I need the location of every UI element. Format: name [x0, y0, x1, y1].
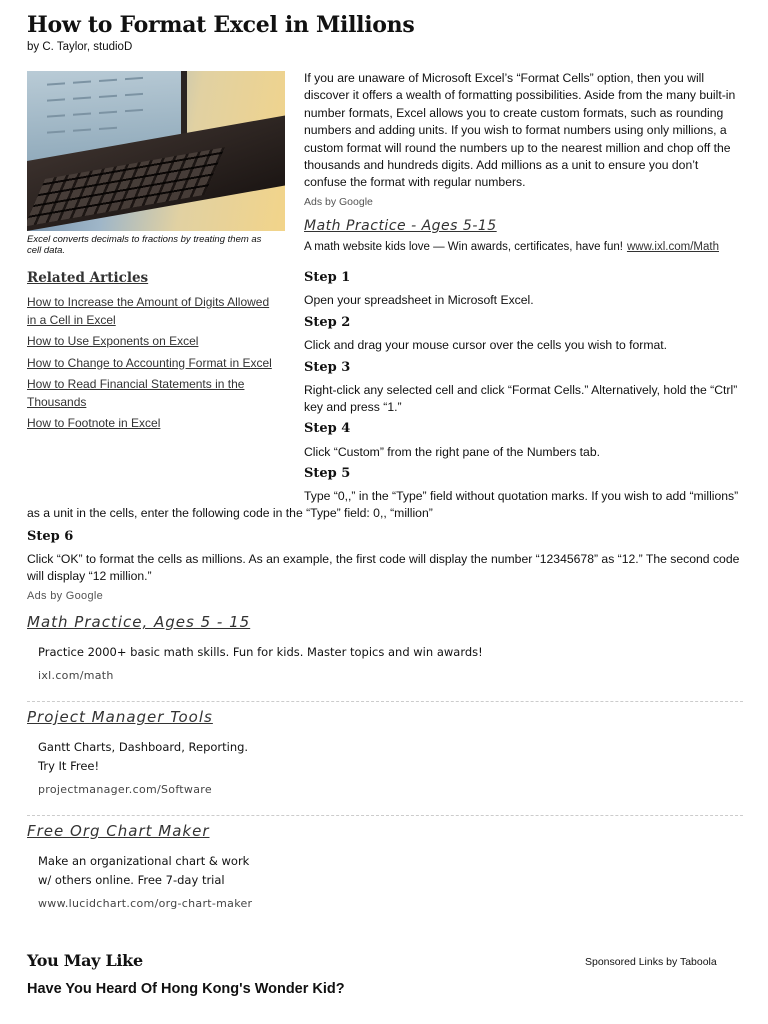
ad-divider [27, 701, 743, 702]
related-article-item [27, 415, 277, 433]
top-ad-title-link[interactable]: Math Practice - Ages 5-15 [304, 218, 497, 234]
ad-description-math [38, 643, 743, 662]
article-intro: If you are unaware of Microsoft Excel’s “Format Cells” option, then you will discover it offers a wealth of formatting possibilities. Aside from the many built-in number formats, Excel allows you to create custom formats, such as rounding numbers and adding units. If you wish to format numbers using only millions, a custom format will round the numbers up to the nearest million and chop off the thousands and hundreds digits. Add millions as a unit to ensure you don’t confuse the format with regular numbers. [304, 71, 736, 190]
step-3-text: Right-click any selected cell and click “Format Cells.” Alternatively, hold the “Ctrl” key and press “1.” [304, 383, 738, 414]
step-1-heading: Step 1 [304, 270, 351, 285]
related-article-item [27, 333, 277, 351]
step-4-heading: Step 4 [304, 421, 351, 436]
related-article-link-exponents[interactable]: How to Use Exponents on Excel [27, 334, 199, 348]
article-byline: by C. Taylor, studioD [27, 41, 133, 53]
ad-url-math[interactable]: ixl.com/math [38, 669, 114, 682]
ad-title-link-org-chart[interactable]: Free Org Chart Maker [27, 822, 210, 840]
related-article-link-financial[interactable]: How to Read Financial Statements in the Thousands [27, 377, 245, 409]
ad-url-org-chart[interactable]: www.lucidchart.com/org-chart-maker [38, 897, 253, 910]
image-caption: Excel converts decimals to fractions by treating them as cell data. [27, 234, 262, 256]
ad-description-project-manager [38, 738, 743, 776]
related-article-link-digits[interactable]: How to Increase the Amount of Digits Allowed in a Cell in Excel [27, 295, 270, 327]
step-6-heading: Step 6 [27, 529, 74, 544]
step-2-heading: Step 2 [304, 315, 351, 330]
ad-title-link-math[interactable]: Math Practice, Ages 5 - 15 [27, 613, 251, 631]
taboola-sponsored-link[interactable]: Sponsored Links by Taboola [585, 956, 717, 968]
ad-block-math [27, 613, 743, 682]
article-title: How to Format Excel in Millions [27, 12, 415, 38]
ad-url-project-manager[interactable]: projectmanager.com/Software [38, 783, 212, 796]
step-3-heading: Step 3 [304, 360, 351, 375]
top-ad-url-link[interactable]: www.ixl.com/Math [626, 241, 719, 253]
top-ad-description [304, 241, 719, 253]
ad-divider [27, 815, 743, 816]
related-article-link-footnote[interactable]: How to Footnote in Excel [27, 416, 161, 430]
related-article-item [27, 355, 277, 373]
ad-description-line: Try It Free! [38, 759, 100, 773]
ad-description-line: Gantt Charts, Dashboard, Reporting. [38, 740, 249, 754]
ads-label: Ads by Google [27, 590, 104, 602]
ad-title-link-project-manager[interactable]: Project Manager Tools [27, 708, 213, 726]
ad-description-org-chart [38, 852, 743, 890]
laptop-photo [27, 71, 285, 231]
step-1-text: Open your spreadsheet in Microsoft Excel. [304, 293, 534, 307]
top-ads-label: Ads by Google [304, 196, 373, 208]
step-6-text: Click “OK” to format the cells as millions. As an example, the first code will display the number “12345678” as “12.” The second code will display “12 million.” [27, 552, 740, 583]
step-5-text: Type “0,,” in the “Type” field without quotation marks. If you wish to add “millions” as a unit in the cells, enter the following code in the “Type” field: 0,, “million” [27, 489, 739, 520]
ad-description-line: Practice 2000+ basic math skills. Fun for kids. Master topics and win awards! [38, 645, 483, 659]
related-articles-heading: Related Articles [27, 270, 149, 286]
related-article-item [27, 376, 277, 411]
you-may-like-heading: You May Like [27, 951, 143, 970]
ad-block-org-chart [27, 822, 743, 910]
ad-description-line: Make an organizational chart & work [38, 854, 250, 868]
top-ad-text: A math website kids love — Win awards, certificates, have fun! [304, 241, 623, 253]
step-5-heading: Step 5 [304, 466, 351, 481]
ad-description-line: w/ others online. Free 7-day trial [38, 873, 225, 887]
related-article-item [27, 294, 277, 329]
teaser-headline-link[interactable]: Have You Heard Of Hong Kong's Wonder Kid? [27, 981, 345, 997]
step-2-text: Click and drag your mouse cursor over the cells you wish to format. [304, 338, 668, 352]
related-articles-list [27, 294, 277, 437]
related-article-link-accounting[interactable]: How to Change to Accounting Format in Excel [27, 355, 272, 370]
ad-block-project-manager [27, 708, 743, 796]
step-4-text: Click “Custom” from the right pane of the Numbers tab. [304, 445, 600, 459]
